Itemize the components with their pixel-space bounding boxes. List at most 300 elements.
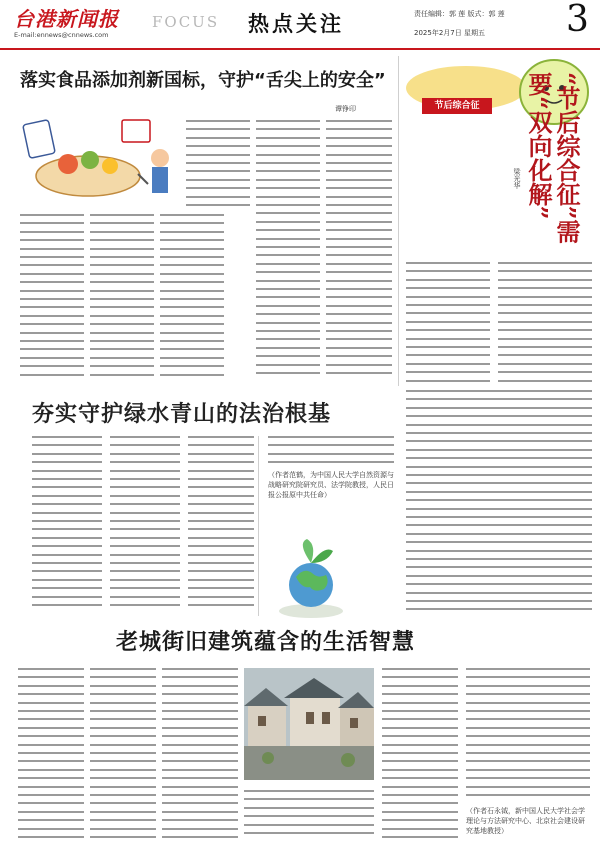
text-line (90, 365, 154, 367)
text-line (406, 354, 490, 356)
text-line (18, 828, 84, 830)
text-line (256, 137, 320, 139)
text-line (256, 154, 320, 156)
text-line (90, 357, 154, 359)
text-line (160, 340, 224, 342)
text-line (162, 836, 238, 838)
text-line (186, 187, 250, 189)
text-line (498, 312, 592, 314)
text-line (466, 718, 590, 720)
text-line (406, 533, 592, 535)
text-line (256, 263, 320, 265)
text-line (160, 273, 224, 275)
text-line (162, 802, 238, 804)
text-line (18, 819, 84, 821)
text-line (186, 162, 250, 164)
text-line (466, 744, 590, 746)
text-line (90, 231, 154, 233)
text-line (382, 811, 458, 813)
text-line (90, 222, 154, 224)
text-line (406, 279, 490, 281)
article3-author-note: （作者石永钺，新中国人民大学社会学理论与方法研究中心、北京社会建设研究基地教授） (466, 807, 585, 835)
text-line (382, 735, 458, 737)
text-line (382, 836, 458, 838)
text-line (382, 802, 458, 804)
article3-headline: 老城街旧建筑蕴含的生活智慧 (116, 630, 416, 655)
text-line (162, 727, 238, 729)
text-line (160, 323, 224, 325)
text-line (32, 520, 102, 522)
text-line (188, 436, 254, 438)
text-line (90, 298, 154, 300)
text-line (162, 676, 238, 678)
text-line (256, 221, 320, 223)
text-line (382, 693, 458, 695)
text-line (20, 222, 84, 224)
text-line (90, 769, 156, 771)
text-line (186, 120, 250, 122)
text-line (18, 668, 84, 670)
text-line (18, 702, 84, 704)
text-line (20, 340, 84, 342)
text-line (406, 474, 592, 476)
text-line (90, 676, 156, 678)
sidebar-commentary (404, 58, 592, 258)
text-line (20, 231, 84, 233)
text-line (90, 281, 154, 283)
text-line (466, 710, 590, 712)
text-line (90, 248, 154, 250)
text-line (110, 520, 180, 522)
article2-headline: 夯实守护绿水青山的法治根基 (32, 402, 332, 427)
text-line (32, 579, 102, 581)
text-line (32, 486, 102, 488)
text-line (382, 777, 458, 779)
text-line (90, 727, 156, 729)
text-line (406, 304, 490, 306)
text-line (188, 587, 254, 589)
text-line (90, 702, 156, 704)
text-line (162, 819, 238, 821)
text-line (382, 819, 458, 821)
text-line (466, 676, 590, 678)
text-line (188, 570, 254, 572)
text-line (186, 154, 250, 156)
text-line (90, 693, 156, 695)
text-line (110, 486, 180, 488)
text-line (160, 374, 224, 376)
text-line (466, 760, 590, 762)
text-line (90, 802, 156, 804)
text-line (326, 212, 392, 214)
text-line (32, 512, 102, 514)
text-line (268, 461, 394, 463)
text-line (326, 254, 392, 256)
text-line (110, 461, 180, 463)
text-line (326, 305, 392, 307)
text-line (244, 790, 374, 792)
column-divider (258, 436, 259, 616)
text-line (256, 288, 320, 290)
text-line (162, 693, 238, 695)
text-line (90, 777, 156, 779)
text-line (256, 187, 320, 189)
text-line (382, 794, 458, 796)
text-line (406, 600, 592, 602)
text-line (256, 238, 320, 240)
text-line (406, 424, 592, 426)
text-line (256, 204, 320, 206)
text-line (188, 604, 254, 606)
text-line (326, 120, 392, 122)
text-line (498, 262, 592, 264)
text-line (256, 254, 320, 256)
text-line (256, 170, 320, 172)
text-line (110, 562, 180, 564)
text-line (188, 512, 254, 514)
text-line (188, 562, 254, 564)
text-line (160, 332, 224, 334)
text-line (90, 315, 154, 317)
text-line (162, 735, 238, 737)
text-line (256, 271, 320, 273)
text-line (256, 338, 320, 340)
text-line (18, 676, 84, 678)
text-line (382, 710, 458, 712)
sidebar-author: 梁光华 (513, 168, 521, 189)
editors-line: 责任编辑：郭 莲 版式：郭 莲 (414, 10, 505, 18)
text-line (186, 179, 250, 181)
text-line (326, 238, 392, 240)
text-line (160, 290, 224, 292)
text-line (18, 727, 84, 729)
text-line (32, 470, 102, 472)
text-line (162, 702, 238, 704)
text-line (406, 541, 592, 543)
text-line (20, 214, 84, 216)
text-line (18, 786, 84, 788)
text-line (256, 246, 320, 248)
text-line (20, 365, 84, 367)
text-line (160, 315, 224, 317)
text-line (32, 554, 102, 556)
text-line (326, 296, 392, 298)
text-line (110, 470, 180, 472)
text-line (498, 287, 592, 289)
text-line (326, 372, 392, 374)
text-line (20, 256, 84, 258)
text-line (406, 558, 592, 560)
text-line (256, 313, 320, 315)
text-line (162, 811, 238, 813)
text-line (32, 478, 102, 480)
text-line (90, 786, 156, 788)
text-line (18, 802, 84, 804)
paper-email: E-mail:ennews@cnnews.com (14, 31, 109, 39)
text-line (162, 744, 238, 746)
text-line (90, 348, 154, 350)
text-line (20, 306, 84, 308)
text-line (326, 137, 392, 139)
text-line (20, 290, 84, 292)
text-line (90, 290, 154, 292)
text-line (326, 196, 392, 198)
text-line (90, 752, 156, 754)
text-line (90, 718, 156, 720)
text-line (110, 495, 180, 497)
text-line (32, 503, 102, 505)
text-line (466, 727, 590, 729)
text-line (160, 281, 224, 283)
text-line (90, 214, 154, 216)
text-line (406, 270, 490, 272)
text-line (326, 263, 392, 265)
text-line (406, 524, 592, 526)
text-line (326, 187, 392, 189)
text-line (466, 769, 590, 771)
text-line (406, 287, 490, 289)
text-line (186, 137, 250, 139)
text-line (186, 204, 250, 206)
text-line (326, 322, 392, 324)
text-line (160, 357, 224, 359)
section-title: 热点关注 (248, 11, 344, 36)
text-line (18, 777, 84, 779)
text-line (32, 537, 102, 539)
text-line (406, 407, 592, 409)
text-line (160, 222, 224, 224)
text-line (256, 212, 320, 214)
food-safety-illustration (18, 114, 178, 206)
text-line (110, 503, 180, 505)
text-line (32, 495, 102, 497)
text-line (466, 777, 590, 779)
text-line (18, 760, 84, 762)
text-line (406, 608, 592, 610)
text-line (110, 554, 180, 556)
text-line (20, 248, 84, 250)
text-line (188, 579, 254, 581)
text-line (90, 760, 156, 762)
text-line (110, 478, 180, 480)
text-line (466, 668, 590, 670)
text-line (160, 348, 224, 350)
text-line (110, 545, 180, 547)
sidebar-flag: 节后综合征 (422, 98, 492, 114)
text-line (32, 461, 102, 463)
text-line (326, 128, 392, 130)
text-line (90, 668, 156, 670)
text-line (498, 329, 592, 331)
text-line (18, 718, 84, 720)
text-line (406, 346, 490, 348)
text-line (188, 486, 254, 488)
text-line (20, 239, 84, 241)
text-line (406, 262, 490, 264)
text-line (382, 786, 458, 788)
text-line (256, 347, 320, 349)
text-line (382, 685, 458, 687)
text-line (466, 693, 590, 695)
paper-name: 台港新闻报 (14, 7, 119, 31)
text-line (90, 239, 154, 241)
text-line (256, 355, 320, 357)
text-line (162, 786, 238, 788)
text-line (18, 693, 84, 695)
text-line (20, 315, 84, 317)
text-line (32, 596, 102, 598)
text-line (32, 545, 102, 547)
text-line (90, 828, 156, 830)
text-line (498, 338, 592, 340)
text-line (20, 332, 84, 334)
text-line (406, 592, 592, 594)
text-line (32, 444, 102, 446)
text-line (110, 579, 180, 581)
text-line (110, 587, 180, 589)
text-line (268, 436, 394, 438)
text-line (90, 794, 156, 796)
text-line (406, 440, 592, 442)
text-line (110, 570, 180, 572)
page-number: 3 (566, 0, 589, 40)
text-line (256, 280, 320, 282)
text-line (256, 120, 320, 122)
text-line (326, 154, 392, 156)
focus-word: FOCUS (152, 13, 220, 31)
text-line (406, 583, 592, 585)
text-line (90, 811, 156, 813)
masthead (0, 0, 600, 52)
text-line (162, 769, 238, 771)
text-line (406, 508, 592, 510)
text-line (20, 264, 84, 266)
article1-byline: 谭铮印 (335, 105, 356, 113)
text-line (382, 752, 458, 754)
text-line (326, 355, 392, 357)
text-line (466, 735, 590, 737)
text-line (406, 550, 592, 552)
text-line (256, 322, 320, 324)
text-line (162, 828, 238, 830)
text-line (406, 566, 592, 568)
text-line (406, 482, 592, 484)
text-line (382, 702, 458, 704)
text-line (244, 807, 374, 809)
text-line (90, 264, 154, 266)
text-line (90, 323, 154, 325)
text-line (162, 777, 238, 779)
text-line (406, 499, 592, 501)
text-line (32, 587, 102, 589)
text-line (32, 570, 102, 572)
text-line (466, 786, 590, 788)
text-line (160, 214, 224, 216)
text-line (326, 288, 392, 290)
text-line (90, 256, 154, 258)
text-line (382, 676, 458, 678)
old-street-buildings-photo (244, 668, 374, 780)
text-line (466, 752, 590, 754)
text-line (186, 170, 250, 172)
text-line (256, 372, 320, 374)
text-line (382, 744, 458, 746)
text-line (466, 794, 590, 796)
text-line (256, 196, 320, 198)
text-line (32, 453, 102, 455)
text-line (32, 436, 102, 438)
text-line (20, 298, 84, 300)
text-line (20, 323, 84, 325)
text-line (406, 516, 592, 518)
text-line (326, 313, 392, 315)
text-line (498, 279, 592, 281)
text-line (18, 710, 84, 712)
text-line (90, 332, 154, 334)
text-line (382, 760, 458, 762)
text-line (406, 329, 490, 331)
sidebar-vertical-title: “节后综合征”需要“双向化解” (524, 72, 581, 244)
text-line (382, 668, 458, 670)
text-line (326, 204, 392, 206)
text-line (160, 248, 224, 250)
text-line (188, 461, 254, 463)
text-line (162, 685, 238, 687)
text-line (382, 718, 458, 720)
text-line (406, 432, 592, 434)
text-line (188, 554, 254, 556)
text-line (406, 449, 592, 451)
text-line (160, 306, 224, 308)
text-line (498, 304, 592, 306)
text-line (20, 357, 84, 359)
text-line (160, 256, 224, 258)
text-line (110, 604, 180, 606)
text-line (244, 798, 374, 800)
text-line (32, 562, 102, 564)
text-line (498, 354, 592, 356)
text-line (326, 280, 392, 282)
text-line (18, 769, 84, 771)
text-line (20, 273, 84, 275)
text-line (110, 436, 180, 438)
text-line (256, 330, 320, 332)
text-line (498, 270, 592, 272)
text-line (18, 836, 84, 838)
text-line (406, 371, 490, 373)
text-line (244, 815, 374, 817)
text-line (406, 398, 592, 400)
text-line (90, 836, 156, 838)
masthead-rule (0, 48, 600, 50)
text-line (110, 453, 180, 455)
text-line (466, 685, 590, 687)
text-line (110, 512, 180, 514)
text-line (162, 752, 238, 754)
text-line (326, 229, 392, 231)
text-line (256, 162, 320, 164)
text-line (256, 229, 320, 231)
text-line (268, 444, 394, 446)
text-line (90, 710, 156, 712)
text-line (498, 321, 592, 323)
text-line (326, 364, 392, 366)
text-line (188, 503, 254, 505)
text-line (162, 710, 238, 712)
text-line (406, 491, 592, 493)
text-line (256, 145, 320, 147)
text-line (160, 264, 224, 266)
